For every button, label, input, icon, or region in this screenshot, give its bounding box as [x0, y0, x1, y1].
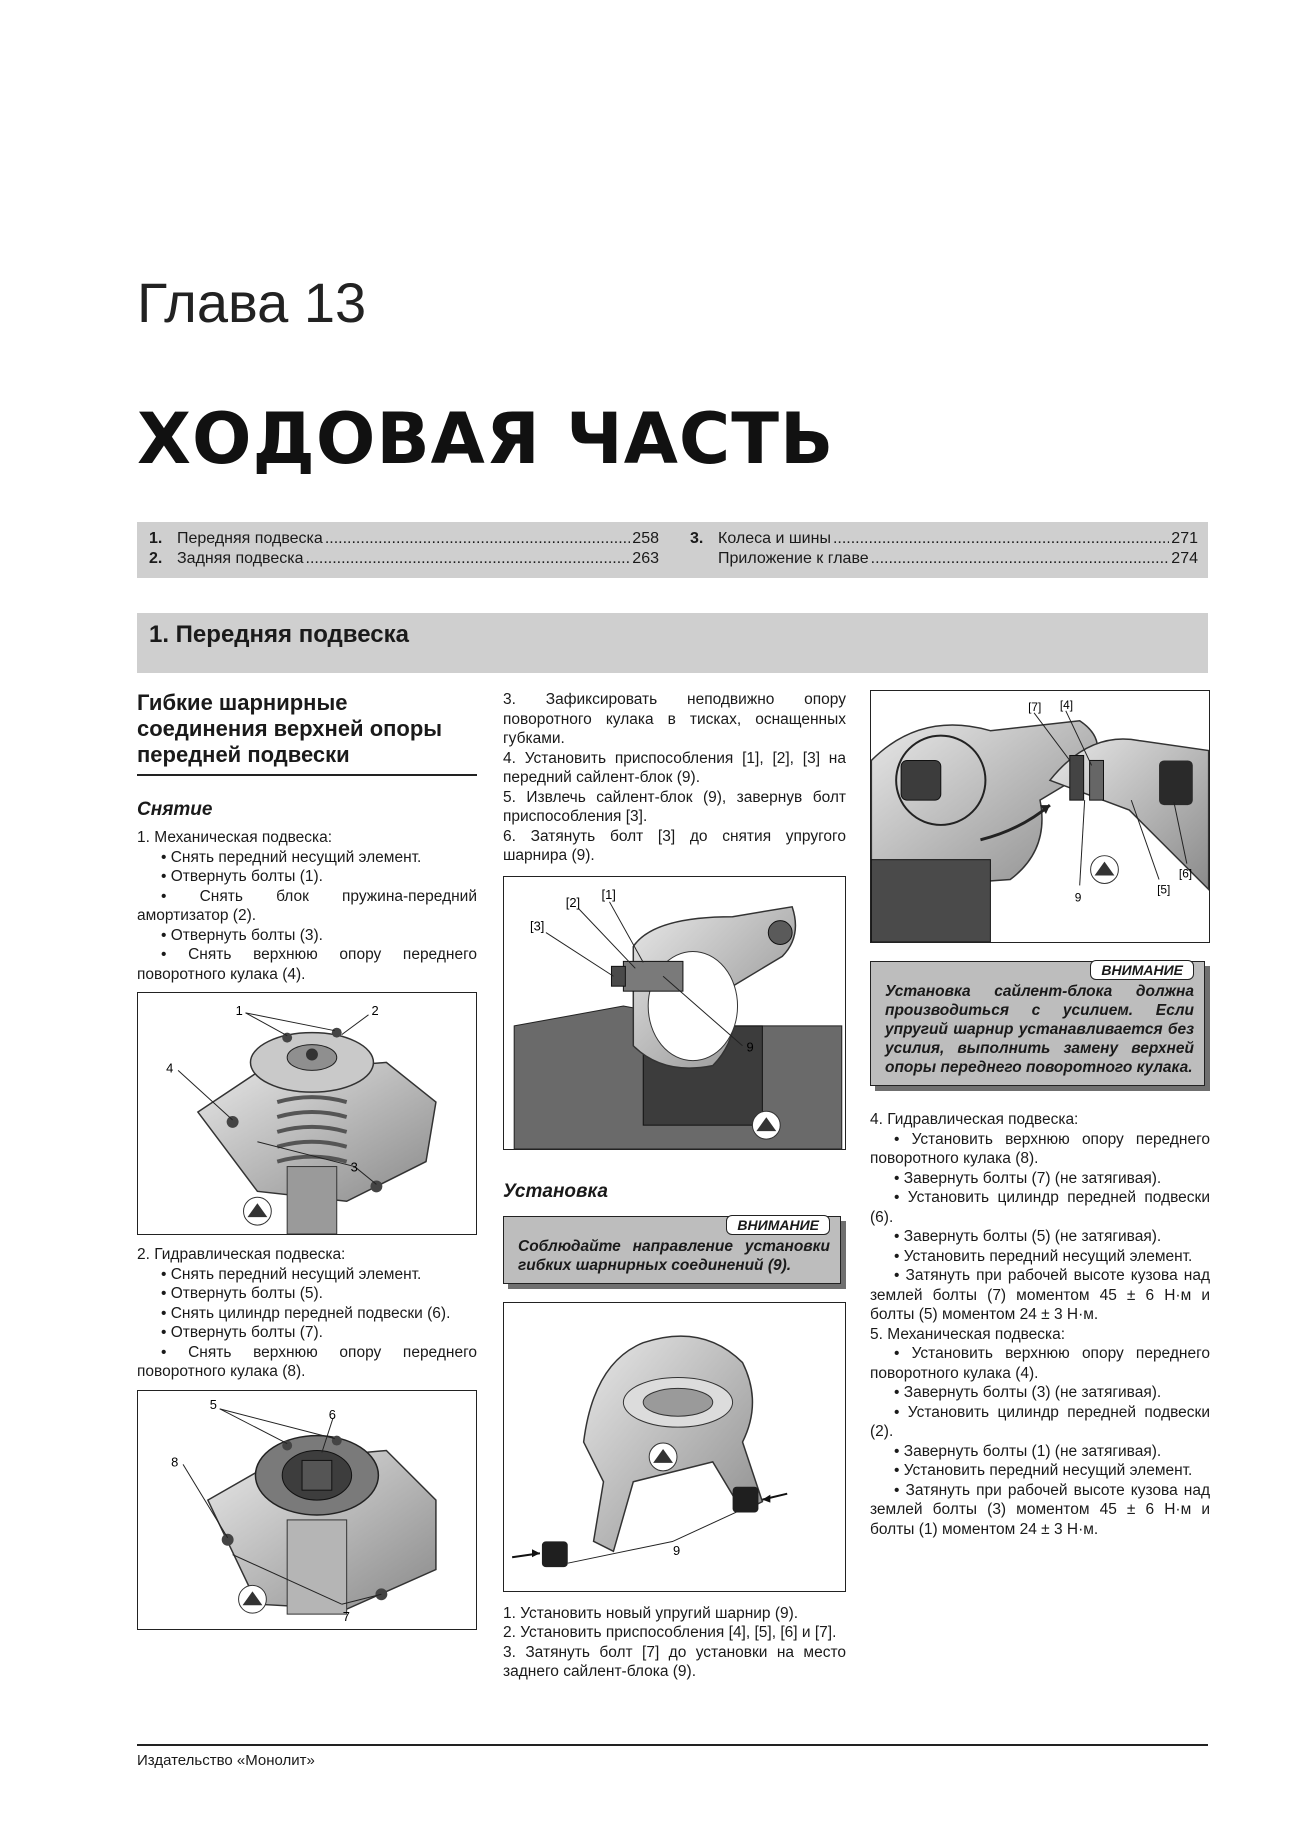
bullet-text: • Затянуть при рабочей высоте кузова над землей болты (3) моментом 45 ± 6 Н·м и болты (1) моментом 24 ± 3 Н·м. [870, 1481, 1210, 1538]
figure-label: 4 [166, 1060, 174, 1076]
column-left [137, 690, 477, 1630]
subsection-heading: Гибкие шарнирные соединения верхней опоры передней подвески [137, 690, 477, 776]
step-text: 5. Извлечь сайлент-блок (9), завернув болт приспособления [3]. [503, 788, 846, 825]
step-text: 2. Установить приспособления [4], [5], [6] и [7]. [503, 1624, 837, 1641]
warning-text: Соблюдайте направление установки гибких шарнирных соединений (9). [518, 1237, 830, 1274]
bullet-text: • Завернуть болты (5) (не затягивая). [894, 1228, 1162, 1245]
toc-page: 263 [632, 550, 659, 567]
vise-illustration [504, 877, 845, 1149]
toc-number: 1. [149, 530, 163, 547]
bullet-text: • Установить цилиндр передней подвески (6). [870, 1189, 1210, 1226]
figure-label: [2] [565, 894, 581, 910]
toc-label: Задняя подвеска [177, 550, 304, 567]
bullet-text: • Завернуть болты (3) (не затягивая). [894, 1384, 1162, 1401]
footer-divider [137, 1744, 1208, 1746]
bullet-text: • Снять блок пружина-передний амортизатор (2). [137, 887, 477, 924]
figure-mechanical-suspension [137, 992, 477, 1235]
step-text: 4. Гидравлическая подвеска: [870, 1111, 1079, 1128]
toc-label: Приложение к главе [718, 550, 869, 567]
figure-label: [1] [601, 886, 616, 902]
column-middle [503, 690, 846, 1682]
figure-label: [3] [530, 918, 545, 934]
toc-number: 3. [690, 530, 704, 547]
toc-number: 2. [149, 550, 163, 567]
figure-label: 9 [673, 1542, 681, 1558]
figure-label: [4] [1059, 697, 1074, 712]
bullet-text: • Снять верхнюю опору переднего поворотного кулака (4). [137, 946, 477, 983]
figure-bushing-direction [503, 1302, 846, 1592]
figure-label: [5] [1157, 882, 1171, 897]
bullet-text: • Снять цилиндр передней подвески (6). [161, 1304, 451, 1322]
bullet-text: • Затянуть при рабочей высоте кузова над землей болты (7) моментом 45 ± 6 Н·м и болты (5) моментом 24 ± 3 Н·м. [870, 1267, 1210, 1323]
bullet-text: • Снять передний несущий элемент. [161, 1265, 422, 1283]
bullet-text: • Отвернуть болты (1). [161, 868, 323, 885]
bullet-text: • Отвернуть болты (5). [161, 1285, 323, 1302]
figure-label: 1 [235, 1002, 243, 1018]
bullet-text: • Снять верхнюю опору переднего поворотного кулака (8). [137, 1343, 477, 1380]
figure-label: 2 [371, 1002, 379, 1018]
install-heading: Установка [503, 1180, 608, 1202]
toc-right-column [690, 529, 1198, 569]
figure-label: 6 [328, 1406, 336, 1422]
press-illustration [871, 691, 1209, 942]
suspension-illustration [138, 993, 476, 1234]
warning-box [503, 1216, 841, 1284]
warning-box [870, 961, 1205, 1086]
figure-label: [6] [1178, 866, 1193, 881]
toc-label: Колеса и шины [718, 530, 831, 547]
chapter-title: ХОДОВАЯ ЧАСТЬ [137, 398, 835, 480]
toc-page: 274 [1171, 550, 1198, 567]
bullet-text: • Установить верхнюю опору переднего поворотного кулака (4). [870, 1345, 1210, 1382]
table-of-contents [137, 522, 1208, 578]
figure-label: 8 [171, 1453, 179, 1469]
toc-entry[interactable] [690, 529, 1198, 549]
warning-label: ВНИМАНИЕ [1090, 960, 1194, 980]
column-right [870, 690, 1210, 1539]
bullet-text: • Установить передний несущий элемент. [894, 1247, 1193, 1265]
toc-entry[interactable] [149, 549, 659, 569]
step-text: 4. Установить приспособления [1], [2], [3] на передний сайлент-блок (9). [503, 749, 846, 786]
step-text: 1. Установить новый упругий шарнир (9). [503, 1604, 799, 1622]
step-text: 6. Затянуть болт [3] до снятия упругого шарнира (9). [503, 827, 846, 864]
toc-leader [325, 529, 630, 549]
bullet-text: • Установить передний несущий элемент. [894, 1462, 1193, 1479]
step-text: 3. Зафиксировать неподвижно опору поворотного кулака в тисках, оснащенных губками. [503, 691, 846, 747]
bullet-text: • Установить верхнюю опору переднего поворотного кулака (8). [870, 1130, 1210, 1167]
toc-page: 258 [632, 530, 659, 547]
removal-heading: Снятие [137, 799, 213, 820]
step-text: 5. Механическая подвеска: [870, 1325, 1066, 1343]
toc-left-column [149, 529, 659, 569]
warning-label: ВНИМАНИЕ [726, 1215, 830, 1235]
toc-page: 271 [1171, 530, 1198, 547]
figure-bushing-press [870, 690, 1210, 943]
figure-label: 7 [342, 1608, 350, 1624]
toc-leader [871, 549, 1170, 569]
figure-label: 3 [350, 1159, 358, 1175]
bullet-text: • Снять передний несущий элемент. [161, 848, 422, 866]
knuckle-illustration [504, 1303, 845, 1591]
figure-label: 5 [209, 1396, 217, 1412]
bullet-text: • Завернуть болты (7) (не затягивая). [894, 1169, 1162, 1187]
bullet-text: • Отвернуть болты (7). [161, 1324, 323, 1341]
bullet-text: • Установить цилиндр передней подвески (2). [870, 1403, 1210, 1440]
toc-label: Передняя подвеска [177, 530, 323, 547]
bullet-text: • Завернуть болты (1) (не затягивая). [894, 1442, 1162, 1460]
step-text: 2. Гидравлическая подвеска: [137, 1246, 346, 1263]
figure-label: 9 [746, 1039, 754, 1055]
figure-label: [7] [1028, 699, 1042, 714]
toc-leader [306, 549, 631, 569]
section-title: 1. Передняя подвеска [149, 621, 409, 648]
figure-vise-tool [503, 876, 846, 1150]
chapter-label: Глава 13 [137, 271, 367, 334]
step-text: 3. Затянуть болт [7] до установки на место заднего сайлент-блока (9). [503, 1643, 846, 1680]
section-header [137, 613, 1208, 673]
toc-entry[interactable] [690, 549, 1198, 569]
publisher-footer: Издательство «Монолит» [137, 1752, 315, 1769]
bullet-text: • Отвернуть болты (3). [161, 926, 323, 944]
suspension-illustration [138, 1391, 476, 1629]
toc-entry[interactable] [149, 529, 659, 549]
warning-text: Установка сайлент-блока должна производиться с усилием. Если упругий шарнир устанавливается без усилия, выполнить замену верхней опоры переднего поворотного кулака. [885, 983, 1194, 1076]
step-text: 1. Механическая подвеска: [137, 829, 333, 846]
figure-label: 9 [1074, 890, 1082, 905]
figure-hydraulic-suspension [137, 1390, 477, 1630]
toc-leader [833, 529, 1169, 549]
